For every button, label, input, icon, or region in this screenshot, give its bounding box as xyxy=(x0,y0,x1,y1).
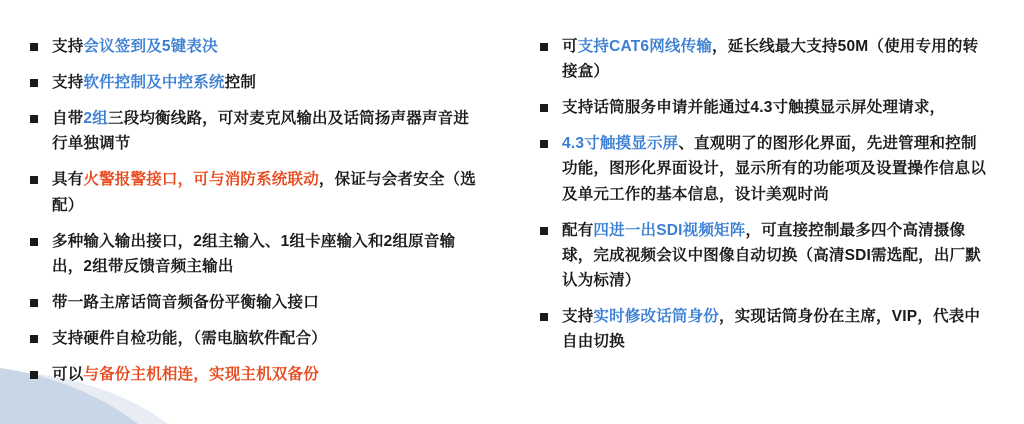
bullet-item-fire-alarm-interface xyxy=(30,167,482,217)
square-bullet-icon xyxy=(30,115,38,123)
right-bullet-list xyxy=(540,34,988,354)
bullet-text-segment: 支持话筒服务申请并能通过4.3寸触摸显示屏处理请求， xyxy=(562,99,946,117)
bullet-text-segment: 支持 xyxy=(562,307,594,325)
square-bullet-icon xyxy=(540,227,548,235)
bullet-item-input-output-ports xyxy=(30,229,482,279)
bullet-item-realtime-mic-identity xyxy=(540,304,988,354)
bullet-item-meeting-signin xyxy=(30,34,482,59)
bullet-text-segment: 配有 xyxy=(562,221,594,239)
bullet-text-segment: 控制 xyxy=(224,74,257,92)
bullet-text-segment: 实时修改话筒身份 xyxy=(593,307,720,325)
bullet-text-segment: 软件控制及中控系统 xyxy=(83,74,225,92)
square-bullet-icon xyxy=(540,140,548,148)
left-bullet-list xyxy=(30,34,482,387)
bullet-text-segment: 支持 xyxy=(52,38,84,55)
bullet-item-software-control xyxy=(30,70,482,95)
bullet-text-segment: 与备份主机相连，实现主机双备份 xyxy=(83,366,319,384)
bullet-item-hardware-self-check xyxy=(30,326,482,351)
square-bullet-icon xyxy=(540,313,548,321)
square-bullet-icon xyxy=(30,176,38,184)
bullet-text-segment: ，延长线最大支持50M（使用专用的转接盒） xyxy=(562,38,979,81)
square-bullet-icon xyxy=(30,238,38,246)
bullet-item-chairman-backup-input xyxy=(30,290,482,315)
bullet-text-segment: 、直观明了的图形化界面，先进管理和控制功能，图形化界面设计，显示所有的功能项及设置操作信息以及单元工作的基本信息，设计美观时尚 xyxy=(562,135,986,203)
bullet-text-segment: 四进一出SDI视频矩阵 xyxy=(593,221,746,239)
bullet-text-segment: 三段均衡线路，可对麦克风输出及话筒扬声器声音进行单独调节 xyxy=(52,110,470,153)
bullet-item-touch-display-43 xyxy=(540,131,988,206)
square-bullet-icon xyxy=(30,335,38,343)
bullet-text-segment: ，实现话筒身份在主席，VIP，代表中自由切换 xyxy=(562,307,981,351)
bullet-item-cat6-transmission xyxy=(540,34,988,84)
square-bullet-icon xyxy=(30,371,38,379)
bullet-item-equalizer-lines xyxy=(30,106,482,156)
bullet-text-segment: 4.3寸触摸显示屏 xyxy=(562,135,679,153)
bullet-text-segment: 支持硬件自检功能，（需电脑软件配合） xyxy=(52,329,327,347)
bullet-text-segment: 可以 xyxy=(52,366,84,384)
left-column xyxy=(18,34,512,414)
bullet-text-segment: ，保证与会者安全（选配） xyxy=(52,171,476,214)
bullet-text-segment: 带一路主席话筒音频备份平衡输入接口 xyxy=(52,293,319,311)
square-bullet-icon xyxy=(30,79,38,87)
square-bullet-icon xyxy=(30,299,38,307)
bullet-text-segment: 可 xyxy=(562,38,578,55)
bullet-text-segment: ，可直接控制最多四个高清摄像球，完成视频会议中图像自动切换（高清SDI需选配，出厂默认为标清） xyxy=(562,221,981,289)
square-bullet-icon xyxy=(540,104,548,112)
bullet-item-mic-service-request xyxy=(540,95,988,120)
bullet-text-segment: 具有 xyxy=(52,171,84,189)
bullet-item-backup-host-dual xyxy=(30,362,482,387)
bullet-text-segment: 多种输入输出接口，2组主输入、1组卡座输入和2组原音输出，2组带反馈音频主输出 xyxy=(52,232,456,275)
bullet-text-segment: 2组 xyxy=(83,110,108,128)
square-bullet-icon xyxy=(540,43,548,51)
bullet-text-segment: 会议签到及5键表决 xyxy=(83,38,218,55)
square-bullet-icon xyxy=(30,43,38,51)
right-column xyxy=(512,34,1006,414)
bullet-item-sdi-video-matrix xyxy=(540,218,988,293)
bullet-text-segment: 支持CAT6网线传输 xyxy=(577,38,713,55)
bullet-text-segment: 火警报警接口，可与消防系统联动 xyxy=(83,171,319,189)
bullet-text-segment: 自带 xyxy=(52,110,84,128)
bullet-text-segment: 支持 xyxy=(52,74,84,92)
